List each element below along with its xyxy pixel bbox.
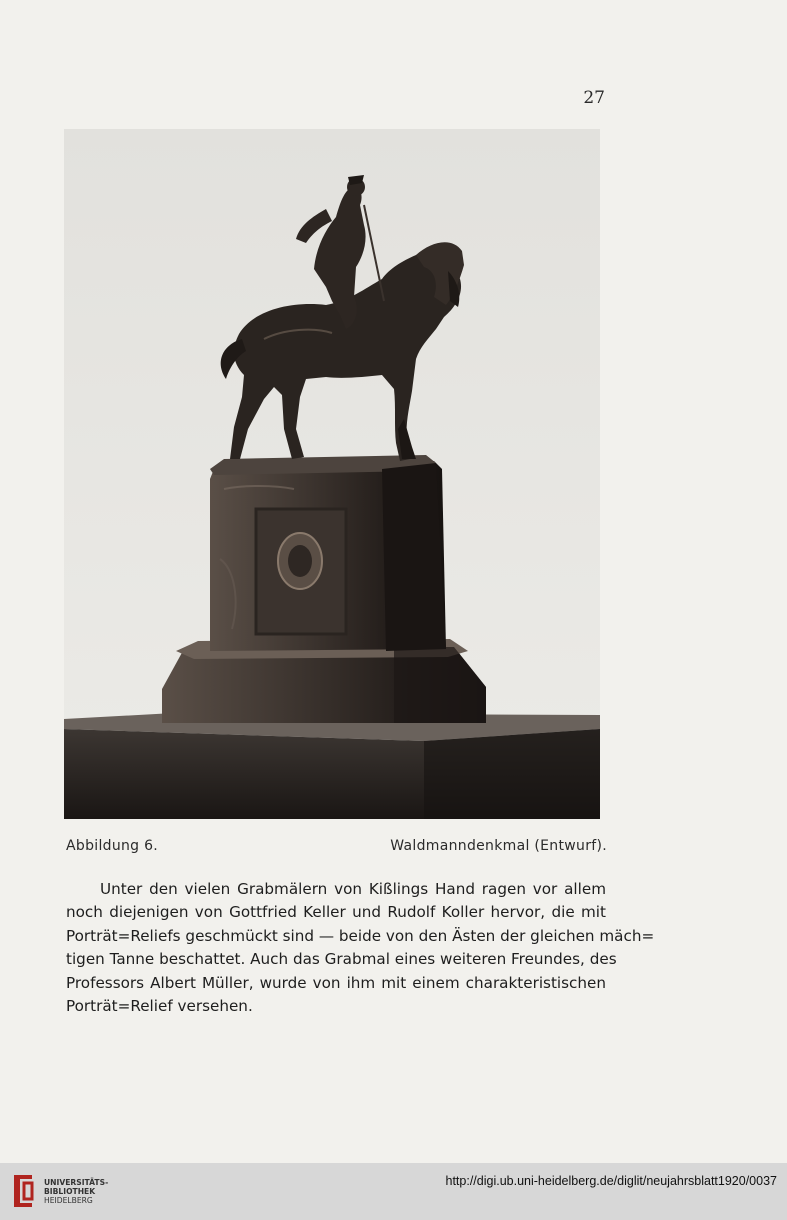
library-logo-text [44, 1178, 108, 1205]
paragraph-line: Porträt=Reliefs geschmückt sind — beide von den Ästen der gleichen mäch= [66, 926, 655, 945]
page-number: 27 [583, 88, 605, 108]
paragraph-line: Porträt=Relief versehen. [66, 997, 253, 1016]
statue-photograph [64, 129, 600, 819]
figure-plate [64, 129, 600, 819]
logo-line: HEIDELBERG [44, 1196, 93, 1205]
body-paragraph [66, 878, 655, 1018]
paragraph-line: noch diejenigen von Gottfried Keller und Rudolf Koller hervor, die mit [66, 903, 606, 922]
logo-line: BIBLIOTHEK [44, 1187, 96, 1196]
university-library-logo-icon [10, 1173, 36, 1209]
figure-caption-title: Waldmanndenkmal (Entwurf). [390, 838, 607, 854]
permalink-url[interactable]: http://digi.ub.uni-heidelberg.de/diglit/neujahrsblatt1920/0037 [445, 1174, 777, 1188]
paragraph-line: tigen Tanne beschattet. Auch das Grabmal eines weiteren Freundes, des [66, 950, 617, 969]
figure-caption-label: Abbildung 6. [66, 838, 159, 854]
logo-line: UNIVERSITÄTS- [44, 1178, 109, 1187]
library-footer-bar [0, 1163, 787, 1220]
paragraph-line: Unter den vielen Grabmälern von Kißlings Hand ragen vor allem [100, 880, 606, 898]
paragraph-line: Professors Albert Müller, wurde von ihm mit einem charakteristischen [66, 973, 606, 992]
